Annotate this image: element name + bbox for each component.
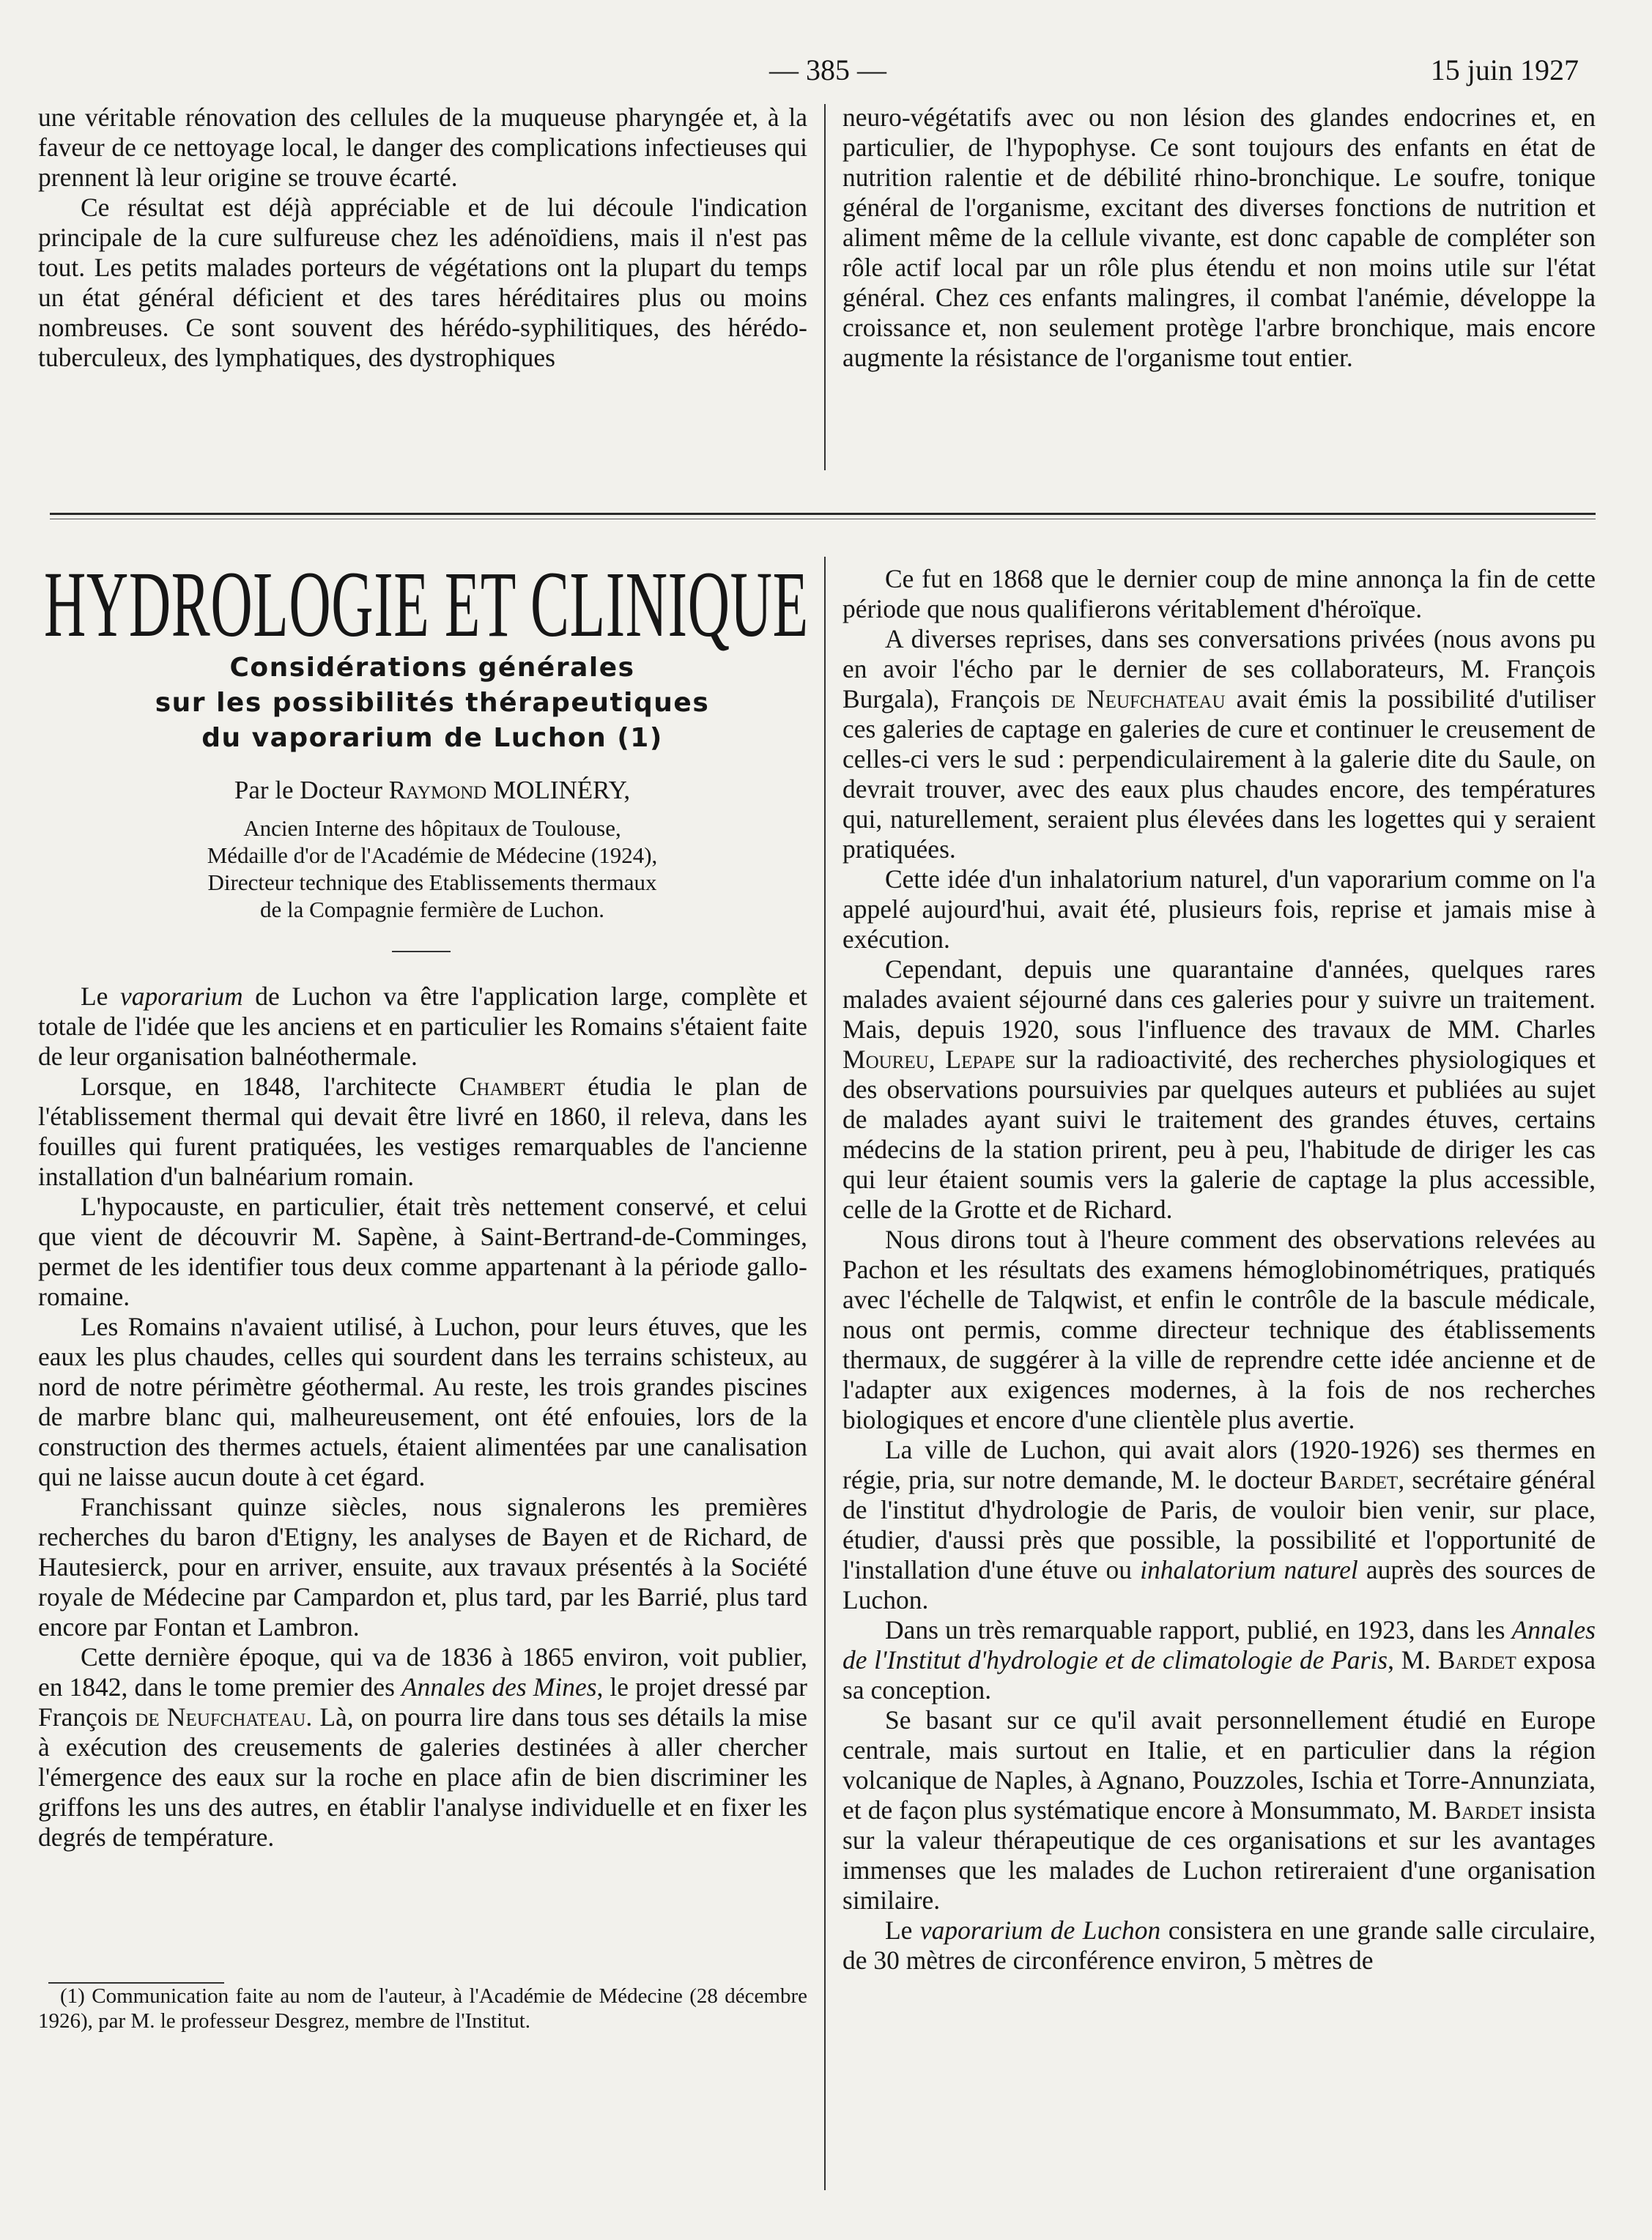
section-divider [50,513,1596,515]
paragraph: Franchissant quinze siècles, nous signalerons les premières recherches du baron d'Etigny, les analyses de Bayen et de Richard, de Hautesierck, pour en arriver, ensuite, aux travaux présentés à la Société royale de Médecine par Campardon et, plus tard, par les Barrié, plus tard encore par Fontan et Lambron. [38,1492,807,1642]
paragraph: Nous dirons tout à l'heure comment des observations relevées au Pachon et les résultats des examens hémoglobinométriques, pratiqués avec l'échelle de Talqwist, et enfin le contrôle de la bascule médicale, nous ont permis, comme directeur technique des établissements thermaux, de suggérer à la ville de reprendre cette idée ancienne et de l'adapter aux exigences modernes, à la fois de nos recherches biologiques et encore d'une clientèle plus avertie. [842,1225,1596,1434]
affiliation-line: Médaille d'or de l'Académie de Médecine (1924), [207,842,658,868]
paragraph: A diverses reprises, dans ses conversations privées (nous avons pu en avoir l'écho par le dernier de ses collaborateurs, M. François Burgala), François de Neufchateau avait émis la possibilité d'utiliser ces galeries de captage en galeries de cure et continuer le creusement de celles-ci vers le sud : perpendiculairement à la galerie dite du Saule, on devrait trouver, avec des eaux plus chaudes encore, des températures qui, naturellement, seraient plus élevées dans les logettes qui y seraient pratiquées. [842,624,1596,864]
paragraph: Cependant, depuis une quarantaine d'années, quelques rares malades avaient séjourné dans ces galeries pour y suivre un traitement. Mais, depuis 1920, sous l'influence des travaux de MM. Charles Moureu, Lepape sur la radioactivité, des recherches physiologiques et des observations poursuivies par quelques auteurs et publiées au sujet de malades ayant suivi le traitement des grandes étuves, certains médecins de la station prirent, peu à peu, l'habitude de diriger les cas qui leur étaient soumis vers la galerie de captage la plus accessible, celle de la Grotte et de Richard. [842,954,1596,1224]
author-byline [73,775,791,806]
paragraph: Les Romains n'avaient utilisé, à Luchon, pour leurs étuves, que les eaux les plus chaudes, celles qui sourdent dans les terrains schisteux, au nord de notre périmètre géothermal. Au reste, les trois grandes piscines de marbre blanc qui, malheureusement, ont été enfouies, lors de la construction des thermes actuels, étaient alimentées par une canalisation qui ne laisse aucun doute à cet égard. [38,1312,807,1491]
short-divider [392,951,451,952]
paragraph: Ce résultat est déjà appréciable et de lui découle l'indication principale de la cure sulfureuse chez les adénoïdiens, mais il n'est pas tout. Les petits malades porteurs de végétations ont la plupart du temps un état général déficient et des tares héréditaires plus ou moins nombreuses. Ce sont souvent des hérédo-syphilitiques, des hérédo-tuberculeux, des lymphatiques, des dystrophiques [38,193,807,372]
subtitle-line: du vaporarium de Luchon (1) [201,723,663,753]
article-title: HYDROLOGIE ET CLINIQUE [44,552,809,656]
subtitle-line: Considérations générales [229,653,635,683]
author-affiliations [73,815,791,923]
top-right-column [842,103,1596,373]
subtitle-line: sur les possibilités thérapeutiques [155,688,710,718]
paragraph: La ville de Luchon, qui avait alors (1920-1926) ses thermes en régie, pria, sur notre demande, M. le docteur Bardet, secrétaire général de l'institut d'hydrologie de Paris, de vouloir bien venir, sur place, étudier, d'aussi près que possible, la possibilité et l'opportunité de l'installation d'une étuve ou inhalatorium naturel auprès des sources de Luchon. [842,1435,1596,1614]
issue-date: 15 juin 1927 [1430,53,1579,86]
column-divider [824,557,826,2190]
affiliation-line: Directeur technique des Etablissements thermaux [207,869,657,895]
affiliation-line: de la Compagnie fermière de Luchon. [260,897,604,922]
article-right-column [842,564,1596,1976]
byline-prefix: Par le Docteur [234,776,389,804]
paragraph: Cette dernière époque, qui va de 1836 à 1865 environ, voit publier, en 1842, dans le tome premier des Annales des Mines, le projet dressé par François de Neufchateau. Là, on pourra lire dans tous ses détails la mise à exécution des creusements de galeries destinées à aller chercher l'émergence des eaux sur la roche en place afin de bien discriminer les griffons les uns des autres, en établir l'analyse individuelle et en fixer les degrés de température. [38,1642,808,1852]
paragraph: Le vaporarium de Luchon va être l'application large, complète et totale de l'idée que les anciens et en particulier les Romains s'étaient faite de leur organisation balnéothermale. [38,982,807,1071]
paragraph: Cette idée d'un inhalatorium naturel, d'un vaporarium comme on l'a appelé aujourd'hui, avait été, plusieurs fois, reprise et jamais mise à exécution. [842,864,1596,954]
article-subtitle [88,650,777,756]
author-last-name: MOLINÉRY, [486,776,631,804]
paragraph: une véritable rénovation des cellules de la muqueuse pharyngée et, à la faveur de ce nettoyage local, le danger des complications infectieuses qui prennent là leur origine se trouve écarté. [38,103,807,192]
paragraph: L'hypocauste, en particulier, était très nettement conservé, et celui que vient de découvrir M. Sapène, à Saint-Bertrand-de-Comminges, permet de les identifier tous deux comme appartenant à la période gallo-romaine. [38,1192,807,1311]
author-first-name: Raymond [388,776,487,804]
paragraph: Le vaporarium de Luchon consistera en une grande salle circulaire, de 30 mètres de circonférence environ, 5 mètres de [842,1916,1596,1975]
column-divider [824,104,826,470]
affiliation-line: Ancien Interne des hôpitaux de Toulouse, [243,815,621,841]
article-left-column [38,982,807,1853]
paragraph: Se basant sur ce qu'il avait personnellement étudié en Europe centrale, mais surtout en Italie, et en particulier dans la région volcanique de Naples, à Agnano, Pouzzoles, Ischia et Torre-Annunziata, et de façon plus systématique encore à Monsummato, M. Bardet insista sur la valeur thérapeutique de ces organisations et sur les avantages immenses que les malades de Luchon retireraient d'une organisation similaire. [842,1705,1596,1915]
top-left-column [38,103,807,373]
paragraph: Ce fut en 1868 que le dernier coup de mine annonça la fin de cette période que nous qualifierons véritablement d'héroïque. [842,564,1596,623]
footnote: (1) Communication faite au nom de l'auteur, à l'Académie de Médecine (28 décembre 1926), par M. le professeur Desgrez, membre de l'Institut. [38,1984,807,2033]
paragraph: Lorsque, en 1848, l'architecte Chambert étudia le plan de l'établissement thermal qui devait être livré en 1860, il releva, dans les fouilles qui furent pratiquées, les vestiges remarquables de l'ancienne installation d'un balnéarium romain. [38,1072,807,1191]
page-number: — 385 — [769,53,886,86]
paragraph: neuro-végétatifs avec ou non lésion des glandes endocrines et, en particulier, de l'hypophyse. Ce sont toujours des enfants en état de nutrition ralentie et de débilité rhino-bronchique. Le soufre, tonique général de l'organisme, excitant des diverses fonctions de nutrition et aliment même de la cellule vivante, est donc capable de compléter son rôle actif local par un rôle plus étendu et non moins utile sur l'état général. Chez ces enfants malingres, il combat l'anémie, développe la croissance et, non seulement protège l'arbre bronchique, mais encore augmente la résistance de l'organisme tout entier. [842,103,1596,372]
paragraph: Dans un très remarquable rapport, publié, en 1923, dans les Annales de l'Institut d'hydrologie et de climatologie de Paris, M. Bardet exposa sa conception. [842,1615,1596,1705]
